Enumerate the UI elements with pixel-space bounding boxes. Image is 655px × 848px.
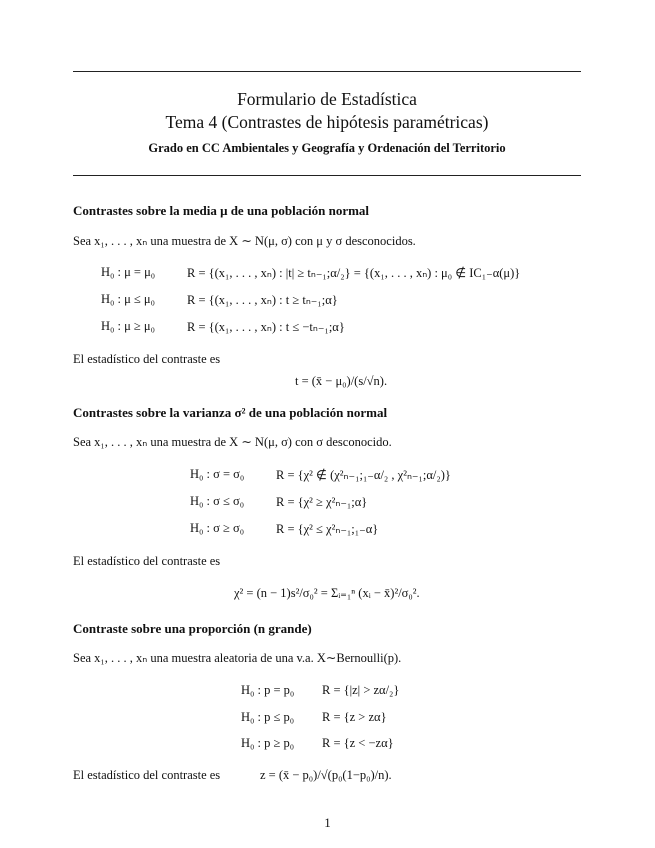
hypothesis-mean-eq: H₀ : μ = μ₀ — [101, 265, 156, 279]
hypothesis-prop-eq: H₀ : p = p₀ — [241, 683, 295, 697]
section-intro-mean: Sea x₁, . . . , xₙ una muestra de X ∼ N(μ, σ) con μ y σ desconocidos. — [73, 234, 416, 248]
section-heading-variance: Contrastes sobre la varianza σ² de una población normal — [73, 405, 388, 420]
section-heading-mean: Contrastes sobre la media μ de una población normal — [73, 203, 370, 218]
hypothesis-prop-ge: H₀ : p ≥ p₀ — [241, 736, 295, 750]
page-number: 1 — [324, 815, 331, 830]
section-intro-variance: Sea x₁, . . . , xₙ una muestra de X ∼ N(μ, σ) con σ desconocido. — [73, 435, 392, 449]
document-title: Formulario de Estadística — [237, 89, 417, 109]
top-rule — [73, 71, 581, 72]
hypothesis-var-le: H₀ : σ ≤ σ₀ — [190, 494, 245, 508]
rejection-region-prop-le: R = {z > zα} — [322, 710, 387, 724]
section-intro-proportion: Sea x₁, . . . , xₙ una muestra aleatoria de una v.a. X∼Bernoulli(p). — [73, 651, 402, 665]
course-name: Grado en CC Ambientales y Geografía y Ordenación del Territorio — [148, 141, 506, 155]
hypothesis-mean-ge: H₀ : μ ≥ μ₀ — [101, 319, 155, 333]
bottom-rule — [73, 175, 581, 176]
rejection-region-mean-ge: R = {(x₁, . . . , xₙ) : t ≤ −tₙ₋₁;α} — [187, 320, 345, 334]
statistic-formula-variance: χ² = (n − 1)s²/σ₀² = Σᵢ₌₁ⁿ (xᵢ − x̄)²/σ₀². — [234, 586, 420, 600]
hypothesis-prop-le: H₀ : p ≤ p₀ — [241, 710, 295, 724]
rejection-region-prop-ge: R = {z < −zα} — [322, 736, 394, 750]
rejection-region-mean-le: R = {(x₁, . . . , xₙ) : t ≥ tₙ₋₁;α} — [187, 293, 338, 307]
rejection-region-mean-eq: R = {(x₁, . . . , xₙ) : |t| ≥ tₙ₋₁;α/₂} = {(x₁, . . . , xₙ) : μ₀ ∉ IC₁₋α(μ)} — [187, 266, 521, 280]
statistic-formula-proportion: z = (x̄ − p₀)/√(p₀(1−p₀)/n). — [260, 768, 392, 782]
rejection-region-var-le: R = {χ² ≥ χ²ₙ₋₁;α} — [276, 495, 368, 509]
statistic-label-variance: El estadístico del contraste es — [73, 554, 221, 568]
rejection-region-var-eq: R = {χ² ∉ (χ²ₙ₋₁;₁₋α/₂ , χ²ₙ₋₁;α/₂)} — [276, 468, 451, 482]
title-block — [73, 88, 581, 158]
rejection-region-var-ge: R = {χ² ≤ χ²ₙ₋₁;₁₋α} — [276, 522, 379, 536]
rejection-region-prop-eq: R = {|z| > zα/₂} — [322, 683, 400, 697]
hypothesis-mean-le: H₀ : μ ≤ μ₀ — [101, 292, 155, 306]
statistic-label-mean: El estadístico del contraste es — [73, 352, 221, 366]
statistic-label-proportion: El estadístico del contraste es — [73, 768, 221, 782]
hypothesis-var-ge: H₀ : σ ≥ σ₀ — [190, 521, 245, 535]
hypothesis-var-eq: H₀ : σ = σ₀ — [190, 467, 245, 481]
section-heading-proportion: Contraste sobre una proporción (n grande) — [73, 621, 312, 636]
statistic-formula-mean: t = (x̄ − μ₀)/(s/√n). — [295, 374, 388, 388]
document-subtitle: Tema 4 (Contrastes de hipótesis paramétricas) — [165, 112, 489, 132]
